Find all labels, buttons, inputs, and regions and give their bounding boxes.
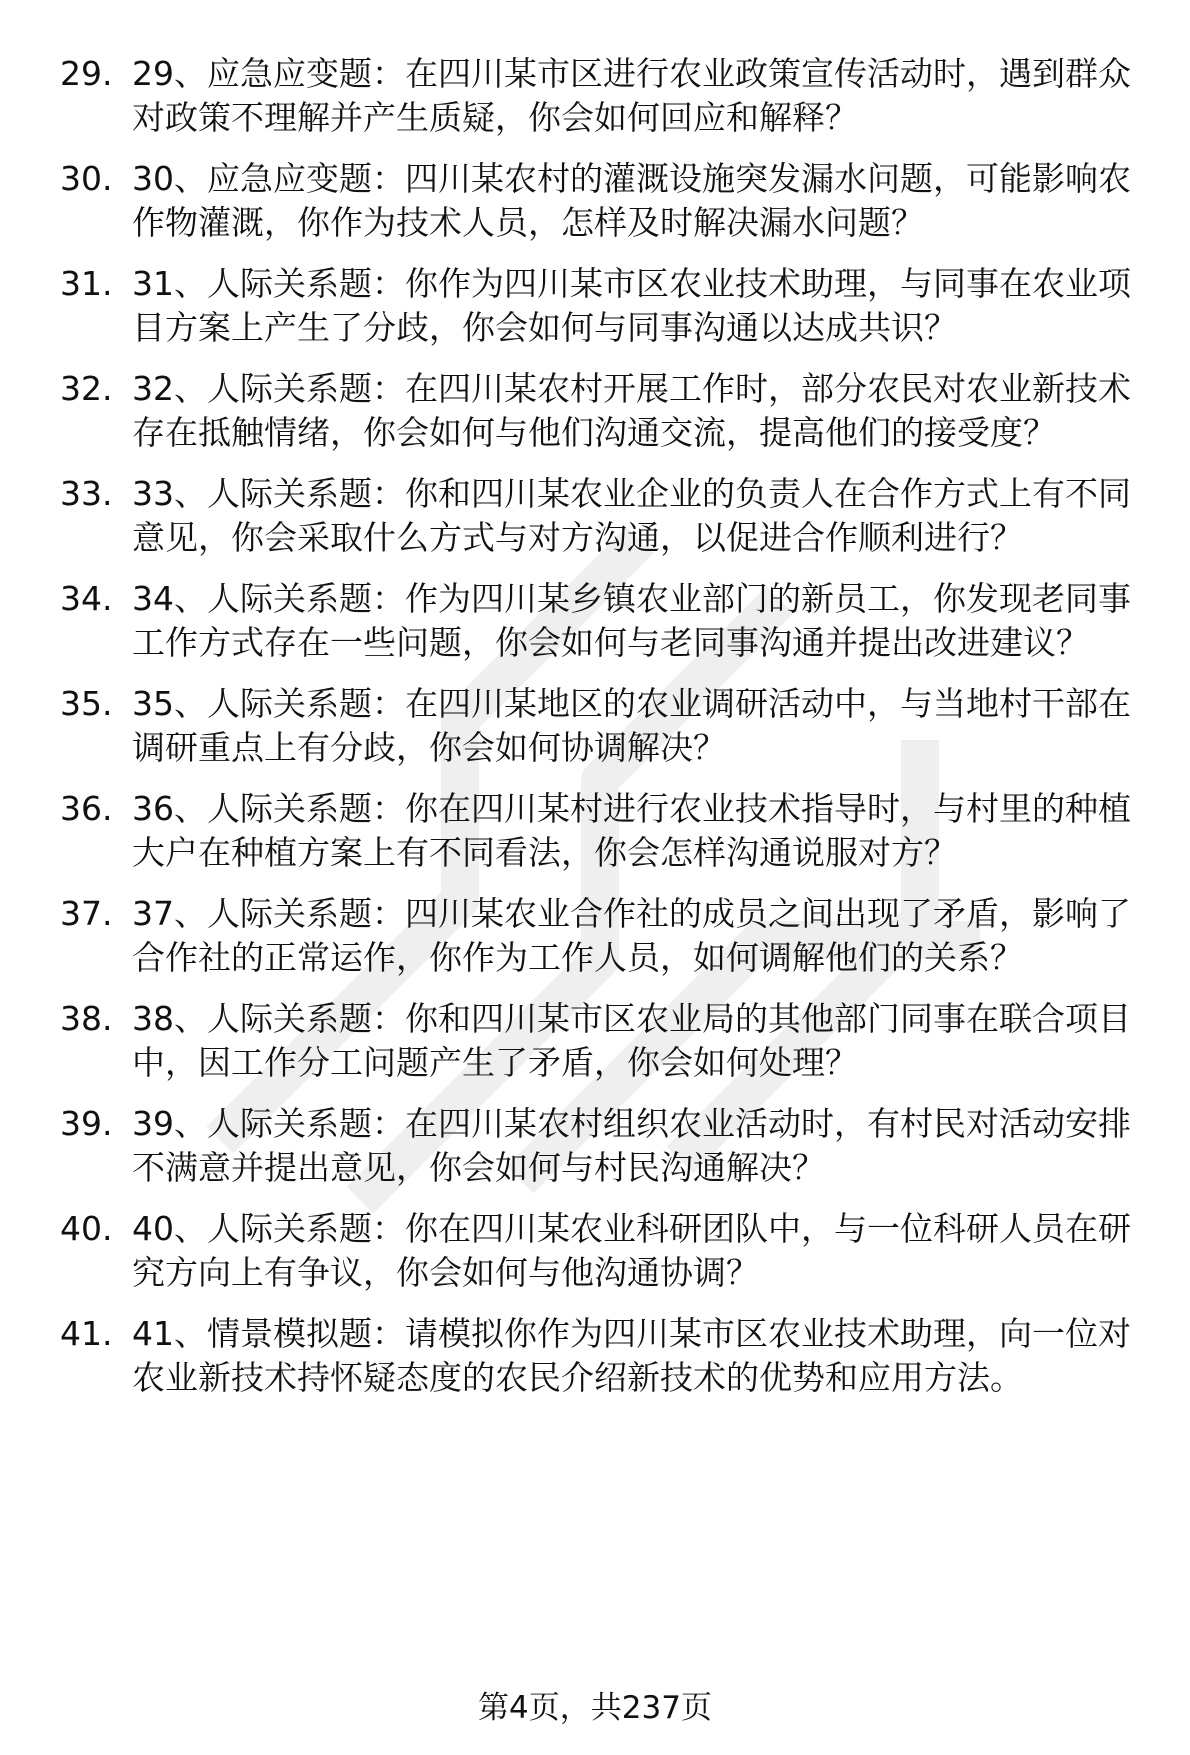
item-number: 40. bbox=[60, 1209, 113, 1248]
item-number: 34. bbox=[60, 579, 113, 618]
item-text: 31、人际关系题：你作为四川某市区农业技术助理，与同事在农业项目方案上产生了分歧，你会如何与同事沟通以达成共识？ bbox=[132, 264, 1131, 347]
item-text: 33、人际关系题：你和四川某农业企业的负责人在合作方式上有不同意见，你会采取什么方式与对方沟通，以促进合作顺利进行？ bbox=[132, 474, 1131, 557]
item-text: 34、人际关系题：作为四川某乡镇农业部门的新员工，你发现老同事工作方式存在一些问题，你会如何与老同事沟通并提出改进建议？ bbox=[132, 579, 1131, 662]
list-item bbox=[60, 577, 1160, 665]
list-item bbox=[60, 1102, 1160, 1190]
item-text: 39、人际关系题：在四川某农村组织农业活动时，有村民对活动安排不满意并提出意见，你会如何与村民沟通解决？ bbox=[132, 1104, 1131, 1187]
list-item bbox=[60, 157, 1160, 245]
item-number: 32. bbox=[60, 369, 113, 408]
list-item bbox=[60, 1207, 1160, 1295]
item-text: 37、人际关系题：四川某农业合作社的成员之间出现了矛盾，影响了合作社的正常运作，你作为工作人员，如何调解他们的关系？ bbox=[132, 894, 1131, 977]
list-item bbox=[60, 262, 1160, 350]
item-text: 38、人际关系题：你和四川某市区农业局的其他部门同事在联合项目中，因工作分工问题产生了矛盾，你会如何处理？ bbox=[132, 999, 1131, 1082]
item-text: 30、应急应变题：四川某农村的灌溉设施突发漏水问题，可能影响农作物灌溉，你作为技术人员，怎样及时解决漏水问题？ bbox=[132, 159, 1131, 242]
item-number: 35. bbox=[60, 684, 113, 723]
item-text: 32、人际关系题：在四川某农村开展工作时，部分农民对农业新技术存在抵触情绪，你会如何与他们沟通交流，提高他们的接受度？ bbox=[132, 369, 1131, 452]
list-item bbox=[60, 787, 1160, 875]
item-text: 35、人际关系题：在四川某地区的农业调研活动中，与当地村干部在调研重点上有分歧，你会如何协调解决？ bbox=[132, 684, 1131, 767]
item-number: 41. bbox=[60, 1314, 113, 1353]
item-number: 29. bbox=[60, 54, 113, 93]
item-text: 29、应急应变题：在四川某市区进行农业政策宣传活动时，遇到群众对政策不理解并产生质疑，你会如何回应和解释？ bbox=[132, 54, 1131, 137]
item-text: 36、人际关系题：你在四川某村进行农业技术指导时，与村里的种植大户在种植方案上有不同看法，你会怎样沟通说服对方？ bbox=[132, 789, 1131, 872]
item-number: 38. bbox=[60, 999, 113, 1038]
list-item bbox=[60, 472, 1160, 560]
item-number: 36. bbox=[60, 789, 113, 828]
page-footer: 第4页，共237页 bbox=[478, 1690, 712, 1726]
item-number: 39. bbox=[60, 1104, 113, 1143]
question-list bbox=[60, 52, 1160, 1417]
item-text: 41、情景模拟题：请模拟你作为四川某市区农业技术助理，向一位对农业新技术持怀疑态度的农民介绍新技术的优势和应用方法。 bbox=[132, 1314, 1131, 1397]
list-item bbox=[60, 1312, 1160, 1400]
item-number: 31. bbox=[60, 264, 113, 303]
item-number: 37. bbox=[60, 894, 113, 933]
item-number: 33. bbox=[60, 474, 113, 513]
list-item bbox=[60, 997, 1160, 1085]
item-text: 40、人际关系题：你在四川某农业科研团队中，与一位科研人员在研究方向上有争议，你会如何与他沟通协调？ bbox=[132, 1209, 1131, 1292]
list-item bbox=[60, 52, 1160, 140]
list-item bbox=[60, 892, 1160, 980]
list-item bbox=[60, 367, 1160, 455]
list-item bbox=[60, 682, 1160, 770]
item-number: 30. bbox=[60, 159, 113, 198]
